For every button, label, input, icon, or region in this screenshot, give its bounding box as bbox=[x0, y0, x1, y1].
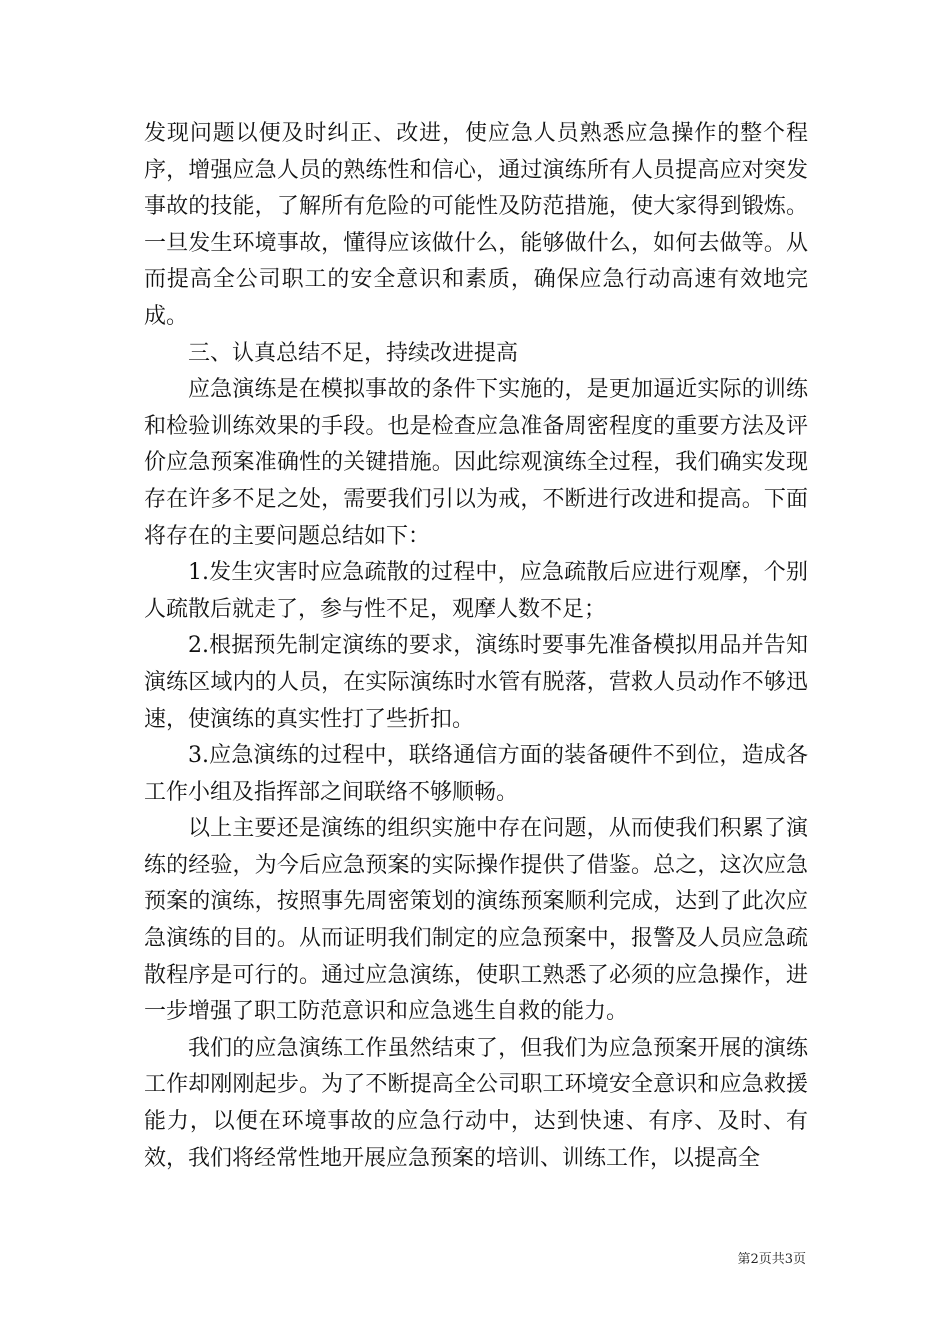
paragraph-summary: 以上主要还是演练的组织实施中存在问题，从而使我们积累了演练的经验，为今后应急预案的实际操作提供了借鉴。总之，这次应急预案的演练，按照事先周密策划的演练预案顺利完成，达到了此次应急演练的目的。从而证明我们制定的应急预案中，报警及人员应急疏散程序是可行的。通过应急演练，使职工熟悉了必须的应急操作，进一步增强了职工防范意识和应急逃生自救的能力。 bbox=[144, 816, 808, 1025]
list-item-3: 3.应急演练的过程中，联络通信方面的装备硬件不到位，造成各工作小组及指挥部之间联络不够顺畅。 bbox=[144, 743, 808, 805]
list-item-1: 1.发生灾害时应急疏散的过程中，应急疏散后应进行观摩，个别人疏散后就走了，参与性不足，观摩人数不足； bbox=[144, 560, 808, 622]
paragraph-continuation: 发现问题以便及时纠正、改进，使应急人员熟悉应急操作的整个程序，增强应急人员的熟练性和信心，通过演练所有人员提高应对突发事故的技能，了解所有危险的可能性及防范措施，使大家得到锻炼。一旦发生环境事故，懂得应该做什么，能够做什么，如何去做等。从而提高全公司职工的安全意识和素质，确保应急行动高速有效地完成。 bbox=[144, 121, 808, 329]
paragraph-drill-intro: 应急演练是在模拟事故的条件下实施的，是更加逼近实际的训练和检验训练效果的手段。也是检查应急准备周密程度的重要方法及评价应急预案准确性的关键措施。因此综观演练全过程，我们确实发现存在许多不足之处，需要我们引以为戒，不断进行改进和提高。下面将存在的主要问题总结如下： bbox=[144, 377, 808, 549]
document-body bbox=[144, 116, 808, 1177]
paragraph-outlook: 我们的应急演练工作虽然结束了，但我们为应急预案开展的演练工作却刚刚起步。为了不断提高全公司职工环境安全意识和应急救援能力，以便在环境事故的应急行动中，达到快速、有序、及时、有效，我们将经常性地开展应急预案的培训、训练工作，以提高全 bbox=[144, 1035, 808, 1171]
list-item-2: 2.根据预先制定演练的要求，演练时要事先准备模拟用品并告知演练区域内的人员，在实际演练时水管有脱落，营救人员动作不够迅速，使演练的真实性打了些折扣。 bbox=[144, 633, 808, 732]
section-heading-3: 三、认真总结不足，持续改进提高 bbox=[188, 340, 519, 366]
page-number: 第2页共3页 bbox=[737, 1252, 806, 1267]
